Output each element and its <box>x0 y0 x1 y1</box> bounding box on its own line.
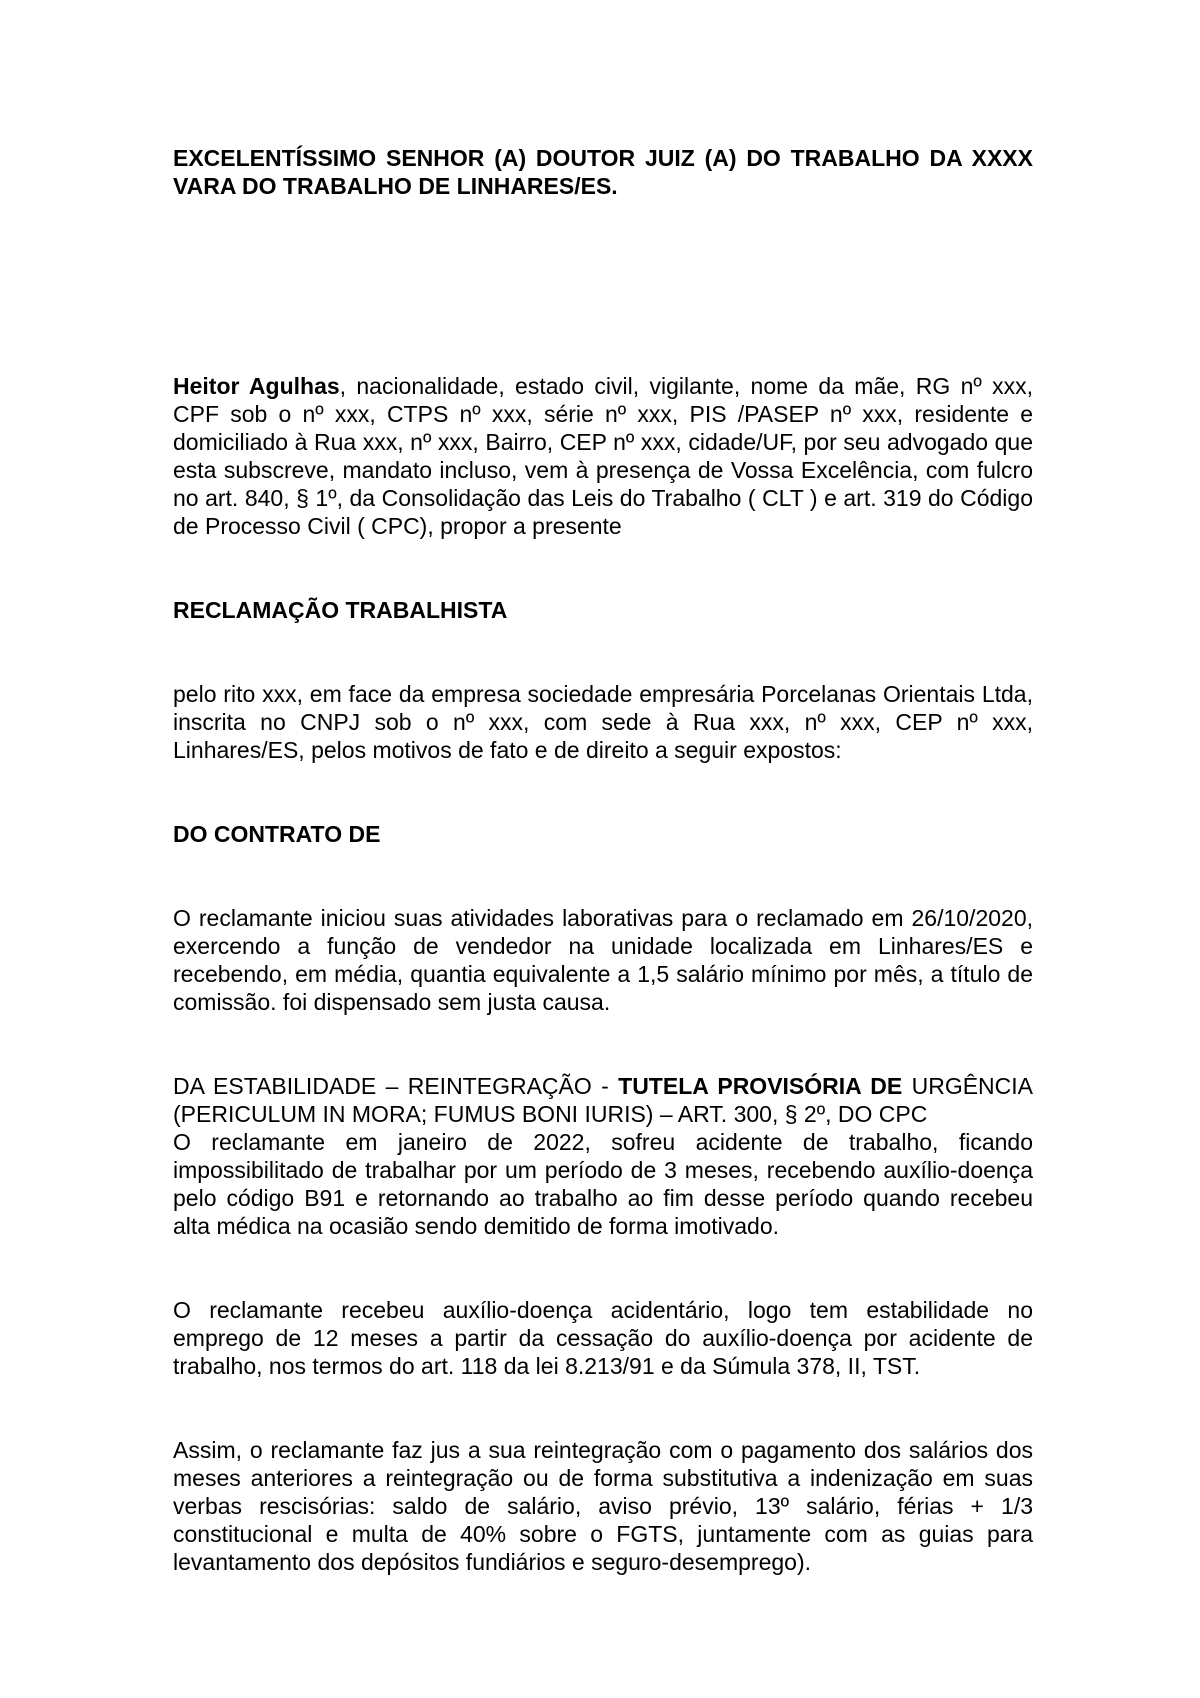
section-heading-contrato: DO CONTRATO DE <box>173 821 381 847</box>
rito-paragraph: pelo rito xxx, em face da empresa sociedade empresária Porcelanas Orientais Ltda, inscrita no CNPJ sob o nº xxx, com sede à Rua xxx, nº xxx, CEP nº xxx, Linhares/ES, pelos motivos de fato e de direito a seguir expostos: <box>173 681 1033 763</box>
section-heading-estabilidade <box>173 1072 1033 1128</box>
estabilidade-heading-part2: URGÊNCIA (PERICULUM IN MORA; FUMUS BONI IURIS) – ART. 300, § 2º, DO CPC <box>173 1073 1033 1127</box>
estabilidade-heading-bold: TUTELA PROVISÓRIA DE <box>618 1073 903 1099</box>
estabilidade-paragraph-3: Assim, o reclamante faz jus a sua reintegração com o pagamento dos salários dos meses anteriores a reintegração ou de forma substitutiva a indenização em suas verbas rescisórias: saldo de salário, aviso prévio, 13º salário, férias + 1/3 constitucional e multa de 40% sobre o FGTS, juntamente com as guias para levantamento dos depósitos fundiários e seguro-desemprego). <box>173 1437 1033 1575</box>
estabilidade-paragraph-1: O reclamante em janeiro de 2022, sofreu acidente de trabalho, ficando impossibilitado de trabalhar por um período de 3 meses, recebendo auxílio-doença pelo código B91 e retornando ao trabalho ao fim desse período quando recebeu alta médica na ocasião sendo demitido de forma imotivado. <box>173 1129 1033 1239</box>
estabilidade-paragraph-2: O reclamante recebeu auxílio-doença acidentário, logo tem estabilidade no emprego de 12 meses a partir da cessação do auxílio-doença por acidente de trabalho, nos termos do art. 118 da lei 8.213/91 e da Súmula 378, II, TST. <box>173 1297 1033 1379</box>
court-address-heading: EXCELENTÍSSIMO SENHOR (A) DOUTOR JUIZ (A) DO TRABALHO DA XXXX VARA DO TRABALHO DE LINHARES/ES. <box>173 145 1033 199</box>
estabilidade-heading-part1: DA ESTABILIDADE – REINTEGRAÇÃO - <box>173 1073 619 1099</box>
intro-text: , nacionalidade, estado civil, vigilante, nome da mãe, RG nº xxx, CPF sob o nº xxx, CTPS nº xxx, série nº xxx, PIS /PASEP nº xxx, residente e domiciliado à Rua xxx, nº xxx, Bairro, CEP nº xxx, cidade/UF, por seu advogado que esta subscreve, mandato incluso, vem à presença de Vossa Excelência, com fulcro no art. 840, § 1º, da Consolidação das Leis do Trabalho ( CLT ) e art. 319 do Código de Processo Civil ( CPC), propor a presente <box>173 373 1033 539</box>
plaintiff-name: Heitor Agulhas <box>173 373 340 399</box>
document-page <box>173 144 1033 1576</box>
intro-paragraph <box>173 372 1033 540</box>
contrato-paragraph: O reclamante iniciou suas atividades laborativas para o reclamado em 26/10/2020, exercendo a função de vendedor na unidade localizada em Linhares/ES e recebendo, em média, quantia equivalente a 1,5 salário mínimo por mês, a título de comissão. foi dispensado sem justa causa. <box>173 905 1033 1015</box>
petition-title: RECLAMAÇÃO TRABALHISTA <box>173 597 508 623</box>
